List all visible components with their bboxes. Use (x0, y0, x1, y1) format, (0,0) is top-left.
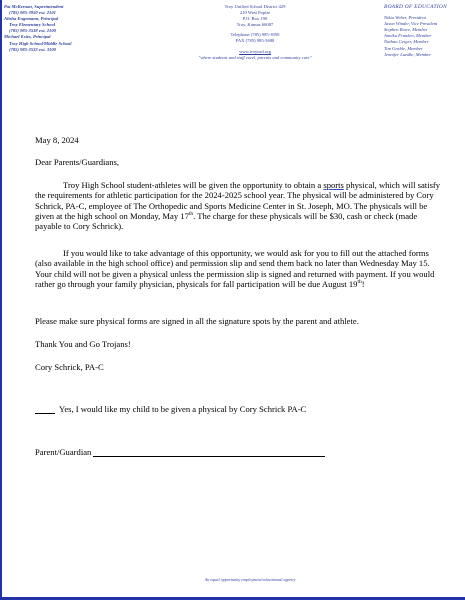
district-city: Troy, Kansas 66087 (236, 22, 274, 28)
parent-signature-row (35, 447, 445, 457)
board-member: Jennifer Luedke, Member (384, 51, 432, 57)
district-street: 210 West Poplar (239, 10, 271, 16)
elem-principal-name: Alisha Engemann, Principal (4, 16, 59, 22)
left-border (0, 0, 2, 600)
parent-signature-line[interactable] (93, 447, 325, 457)
district-fax: FAX (785) 985-3688 (235, 38, 275, 44)
letter-date: May 8, 2024 (35, 135, 79, 145)
header-board-of-education (384, 4, 447, 58)
consent-line (35, 404, 445, 414)
elem-school-name: Troy Elementary School (9, 22, 56, 28)
sports-link[interactable]: sports (323, 180, 344, 190)
board-member: Stephen Rowe, Member (384, 27, 428, 33)
signature-name: Cory Schrick, PA-C (35, 362, 104, 372)
district-motto: "where students and staff excel, parents and community care" (198, 54, 312, 60)
board-title: BOARD OF EDUCATION (384, 4, 447, 10)
superintendent-phone: (785) 985-3950 ext. 2101 (9, 10, 56, 16)
district-website-link[interactable]: www.troyusd.org (239, 48, 271, 54)
board-member: Jason Winder, Vice President (384, 21, 438, 27)
paragraph-signature-reminder: Please make sure physical forms are signed in all the signature spots by the parent and athlete. (35, 316, 359, 326)
consent-text: Yes, I would like my child to be given a physical by Cory Schrick PA-C (59, 404, 307, 414)
consent-checkbox-blank[interactable] (35, 404, 55, 414)
elem-phone: (785) 985-3538 ext. 2100 (9, 28, 56, 34)
district-name: Troy Unified School District 429 (224, 4, 286, 9)
paragraph-instructions: If you would like to take advantage of this opportunity, we would ask for you to fill out the attached forms (also available in the high school office) and permission slip and send them back no later than Wednesday May 15. Your child will not be given a physical unless the permission slip is signed and returned with payment. If you would rather go through your family physician, physicals for fall participation will be due August 19th! (35, 248, 435, 289)
superintendent-name: Pat McKernan, Superintendent (4, 4, 64, 9)
paragraph-intro: Troy High School student-athletes will be given the opportunity to obtain a sports physical, which will satisfy the requirements for athletic participation for the 2024-2025 school year. The physical will be administered by Cory Schrick, PA-C, employee of The Orthopedic and Sports Medicine Center in St. Joseph, MO. The physicals will be given at the high school on Monday, May 17th. The charge for these physicals will be $30, cash or check (made payable to Cory Schrick). (35, 180, 441, 232)
parent-label: Parent/Guardian (35, 447, 92, 457)
board-member: Tim Grable, Member (384, 45, 423, 51)
hs-school-name: Troy High School/Middle School (9, 40, 72, 46)
district-telephone: Telephone (785) 985-3950 (230, 32, 280, 38)
board-member: Nikia Weber, President (384, 15, 426, 21)
footer-equal-opportunity: An equal opportunity employment/educational agency (204, 577, 296, 582)
hs-principal-name: Michael Estes, Principal (4, 34, 51, 40)
letter-greeting: Dear Parents/Guardians, (35, 157, 119, 167)
board-member: Annika Franken, Member (384, 33, 432, 39)
district-po-box: P.O. Box 190 (242, 16, 268, 22)
hs-phone: (785) 985-3533 ext. 3100 (9, 46, 56, 52)
header-left-staff (4, 4, 72, 53)
board-member: Nathan Geiger, Member (384, 39, 429, 45)
closing-line: Thank You and Go Trojans! (35, 339, 131, 349)
header-district-info (130, 4, 380, 61)
